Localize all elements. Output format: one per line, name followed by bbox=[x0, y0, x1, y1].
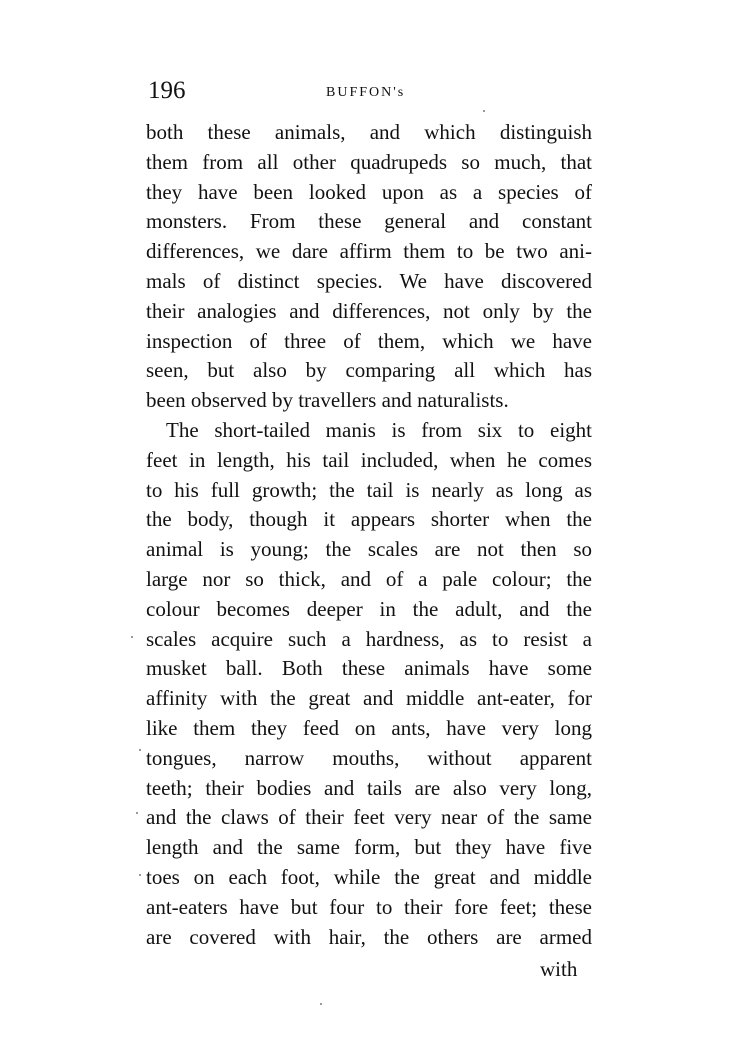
text-line: them from all other quadrupeds so much, that bbox=[146, 149, 592, 174]
text-line: affinity with the great and middle ant-eater, for bbox=[146, 686, 592, 711]
text-line: the body, though it appears shorter when the bbox=[146, 507, 592, 532]
text-line: mals of distinct species. We have discovered bbox=[146, 268, 592, 293]
text-line: teeth; their bodies and tails are also very long, bbox=[146, 775, 592, 800]
text-line: they have been looked upon as a species of bbox=[146, 179, 592, 204]
text-line: to his full growth; the tail is nearly as long as bbox=[146, 477, 592, 502]
paragraph-1 bbox=[146, 118, 592, 416]
text-line: colour becomes deeper in the adult, and the bbox=[146, 596, 592, 621]
text-line: both these animals, and which distinguish bbox=[146, 120, 592, 144]
print-speck bbox=[483, 110, 485, 112]
text-line: been observed by travellers and naturalists. bbox=[146, 388, 509, 413]
print-speck bbox=[139, 749, 141, 751]
body-text bbox=[146, 118, 592, 952]
text-line: ant-eaters have but four to their fore feet; these bbox=[146, 894, 592, 919]
text-line: their analogies and differences, not only by the bbox=[146, 298, 592, 323]
text-line: scales acquire such a hardness, as to resist a bbox=[146, 626, 592, 651]
print-speck bbox=[139, 874, 141, 876]
print-speck bbox=[320, 1003, 322, 1005]
text-line: and the claws of their feet very near of the same bbox=[146, 805, 592, 830]
text-line: inspection of three of them, which we have bbox=[146, 328, 592, 353]
text-line: like them they feed on ants, have very long bbox=[146, 715, 592, 740]
text-line: differences, we dare affirm them to be two ani- bbox=[146, 239, 592, 264]
page-number: 196 bbox=[148, 77, 186, 104]
catchword: with bbox=[540, 957, 578, 981]
text-line: monsters. From these general and constant bbox=[146, 209, 592, 234]
print-speck bbox=[131, 636, 133, 638]
text-line: tongues, narrow mouths, without apparent bbox=[146, 745, 592, 770]
text-line: are covered with hair, the others are armed bbox=[146, 924, 592, 949]
text-line: toes on each foot, while the great and middle bbox=[146, 864, 592, 889]
text-line: musket ball. Both these animals have some bbox=[146, 656, 592, 681]
paragraph-2 bbox=[146, 416, 592, 952]
print-speck bbox=[136, 812, 138, 814]
text-line: feet in length, his tail included, when he comes bbox=[146, 447, 592, 472]
text-line: length and the same form, but they have five bbox=[146, 835, 592, 860]
text-line: large nor so thick, and of a pale colour; the bbox=[146, 566, 592, 591]
text-line: The short-tailed manis is from six to eight bbox=[166, 417, 592, 442]
text-line: animal is young; the scales are not then so bbox=[146, 537, 592, 562]
text-line: seen, but also by comparing all which has bbox=[146, 358, 592, 383]
running-head: BUFFON's bbox=[326, 85, 406, 100]
page-header bbox=[148, 76, 598, 112]
